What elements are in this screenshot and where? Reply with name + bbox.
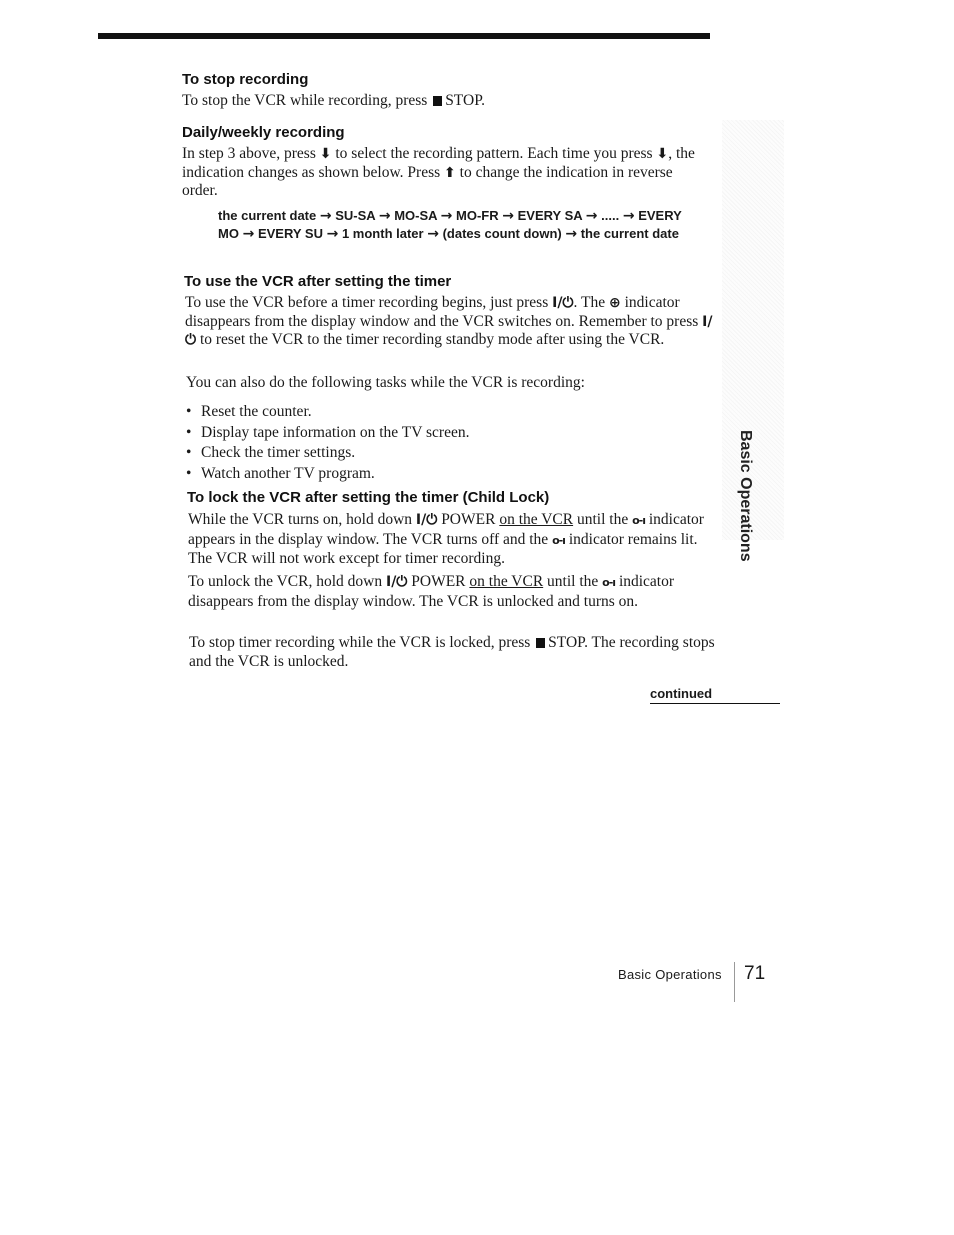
text: To stop timer recording while the VCR is locked, press (189, 634, 531, 651)
right-arrow-icon: → (502, 208, 514, 224)
paragraph-stop-locked (189, 634, 719, 671)
timer-clock-icon: ⊕ (608, 295, 621, 311)
text: In step 3 above, press (182, 145, 316, 162)
right-arrow-icon: → (378, 208, 391, 224)
text: To unlock the VCR, hold down (188, 573, 383, 590)
power-icon: I/⏻ (552, 295, 574, 311)
paragraph-tasks-intro: You can also do the following tasks while the VCR is recording: (186, 374, 585, 391)
seq-item: 1 month later (341, 226, 424, 241)
right-arrow-icon: → (565, 226, 578, 242)
text: POWER (441, 511, 496, 528)
paragraph-lock (188, 511, 718, 569)
text: To use the VCR before a timer recording begins, just press (185, 294, 549, 311)
seq-item: the current date (218, 208, 317, 223)
power-icon: I/⏻ (185, 313, 713, 348)
text: to reset the VCR to the timer recording standby mode after using the VCR. (199, 331, 665, 348)
text: indicator disappears from the display window. The VCR is unlocked and turns on. (188, 573, 675, 610)
stop-label: STOP. (445, 92, 485, 109)
right-arrow-icon: → (622, 208, 635, 224)
side-tab-label: Basic Operations (737, 430, 754, 562)
power-icon: I/⏻ (415, 512, 438, 528)
task-list (186, 402, 469, 484)
heading-stop-recording: To stop recording (182, 71, 309, 88)
text: until the (547, 573, 599, 590)
paragraph-use-after-timer (185, 294, 715, 350)
stop-square-icon (433, 96, 442, 106)
text: POWER (411, 573, 466, 590)
continued-label: continued (650, 686, 780, 704)
text: to change the indication in reverse order. (182, 163, 673, 199)
text: indicator appears in the display window. The VCR turns off and the (188, 511, 704, 548)
heading-child-lock: To lock the VCR after setting the timer (Child Lock) (187, 489, 550, 506)
seq-item: EVERY SA (517, 208, 583, 223)
up-arrow-icon: ⬆ (444, 164, 456, 181)
paragraph-unlock (188, 573, 718, 611)
list-item: • Watch another TV program. (186, 464, 469, 485)
pattern-sequence (218, 207, 698, 243)
heading-use-after-timer: To use the VCR after setting the timer (184, 273, 452, 290)
page-number: 71 (744, 963, 766, 984)
right-arrow-icon: → (319, 208, 332, 224)
right-arrow-icon: → (440, 208, 453, 224)
text: . The (573, 294, 606, 311)
seq-item: EVERY SU (257, 226, 323, 241)
paragraph-stop-recording (182, 92, 712, 111)
right-arrow-icon: → (326, 226, 339, 242)
power-icon: I/⏻ (385, 574, 408, 590)
lock-key-icon: o-ı (552, 533, 565, 547)
text: on the VCR (499, 511, 574, 528)
lock-key-icon: o-ı (602, 576, 616, 589)
text: To stop the VCR while recording, press (182, 92, 428, 109)
down-arrow-icon: ⬇ (656, 146, 669, 162)
seq-item: MO-SA (394, 208, 438, 223)
right-arrow-icon: → (427, 226, 439, 242)
text: While the VCR turns on, hold down (188, 511, 413, 528)
text: indicator remains lit. The VCR will not work except for timer recording. (188, 530, 698, 567)
right-arrow-icon: → (242, 226, 255, 242)
seq-item: (dates count down) (442, 226, 562, 241)
paragraph-daily-weekly (182, 145, 712, 201)
text: to select the recording pattern. Each time you press (335, 145, 653, 162)
list-item: • Display tape information on the TV screen. (186, 423, 469, 444)
list-item: • Check the timer settings. (186, 443, 469, 464)
seq-item: SU-SA (335, 208, 376, 223)
list-item: • Reset the counter. (186, 402, 469, 423)
lock-key-icon: o-ı (632, 514, 645, 527)
text: on the VCR (469, 573, 544, 590)
stop-square-icon (536, 638, 545, 648)
footer-section: Basic Operations (618, 967, 722, 982)
seq-item: the current date (580, 226, 679, 241)
down-arrow-icon: ⬇ (319, 146, 332, 162)
text: , the indication changes as shown below. Press (182, 145, 695, 181)
top-rule (98, 33, 710, 39)
text: until the (576, 511, 629, 528)
text: indicator disappears from the display window and the VCR switches on. Remember to press (185, 294, 699, 330)
heading-daily-weekly: Daily/weekly recording (182, 124, 345, 141)
seq-item: MO-FR (456, 208, 499, 223)
seq-item: EVERY MO (218, 208, 682, 241)
text: STOP. The recording stops and the VCR is unlocked. (189, 634, 715, 670)
footer-divider (734, 962, 735, 1002)
seq-item: ..... (601, 208, 620, 223)
right-arrow-icon: → (585, 208, 598, 224)
